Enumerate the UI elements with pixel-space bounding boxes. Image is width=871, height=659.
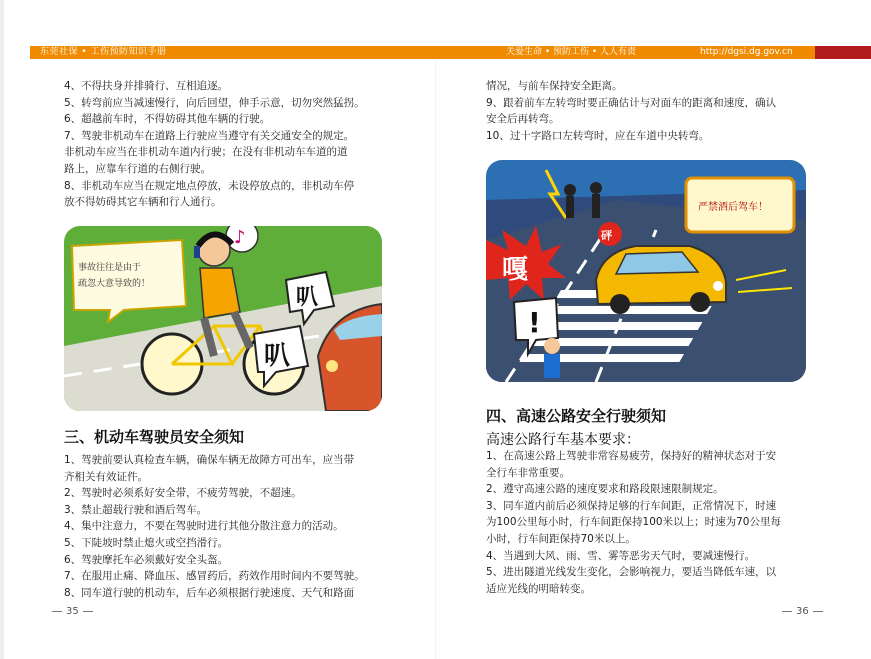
sign-text: 严禁酒后驾车！ (698, 202, 768, 213)
highway-rules-list (486, 448, 781, 597)
text-line: 10、过十字路口左转弯时，应在车道中央转弯。 (486, 129, 710, 142)
cyclist-illustration (64, 226, 382, 411)
list-item: 3、禁止超载行驶和酒后驾车。 (64, 503, 208, 516)
section-title-drivers: 三、机动车驾驶员安全须知 (64, 428, 245, 446)
list-item: 7、在服用止痛、降血压、感冒药后，药效作用时间内不要驾驶。 (64, 570, 365, 583)
list-item: 小时，行车间距保持70米以上。 (486, 532, 636, 545)
list-item: 8、同车道行驶的机动车，后车必须根据行驶速度、天气和路面 (64, 586, 355, 599)
text-line: 路上，应靠车行道的右侧行驶。 (64, 162, 211, 175)
safety-slogan: 关爱生命 • 预防工伤 • 人人有责 (506, 47, 637, 57)
text-line: 安全后再转弯。 (486, 113, 560, 126)
list-item: 4、当遇到大风、雨、雪、雾等恶劣天气时，要减速慢行。 (486, 549, 756, 562)
list-item: 1、驾驶前要认真检查车辆，确保车辆无故障方可出车，应当带 (64, 454, 355, 466)
header-end-block (815, 46, 871, 59)
list-item: 适应光线的明暗转变。 (486, 582, 591, 595)
headphones-icon (194, 246, 200, 258)
list-item: 3、同车道内前后必须保持足够的行车间距，正常情况下，时速 (486, 499, 777, 512)
svg-text:♪: ♪ (234, 227, 246, 248)
section-title-highway: 四、高速公路安全行驶须知 (486, 407, 667, 425)
highway-subtitle: 高速公路行车基本要求： (486, 432, 640, 448)
website-url[interactable]: http://dgsi.dg.gov.cn (700, 47, 793, 57)
svg-text:!: ! (528, 306, 541, 339)
text-line: 7、驾驶非机动车在道路上行驶应当遵守有关交通安全的规定。 (64, 129, 355, 142)
page-edge (0, 0, 4, 659)
svg-text:砰: 砰 (601, 229, 612, 242)
list-item: 5、进出隧道光线发生变化，会影响视力，要适当降低车速，以 (486, 566, 777, 579)
list-item: 2、驾驶时必须系好安全带，不疲劳驾驶，不超速。 (64, 487, 302, 500)
svg-text:嘎: 嘎 (502, 255, 529, 285)
page-divider (435, 59, 436, 659)
text-line: 情况，与前车保持安全距离。 (486, 80, 623, 92)
text-line: 4、不得扶身并排骑行、互相追逐。 (64, 80, 229, 92)
list-item: 4、集中注意力，不要在驾驶时进行其他分散注意力的活动。 (64, 520, 344, 533)
bump-burst (598, 222, 622, 246)
list-item: 全行车非常重要。 (486, 466, 570, 479)
text-line: 非机动车应当在非机动车道内行驶；在没有非机动车车道的道 (64, 146, 348, 159)
cyclist-scene (64, 226, 382, 411)
right-page-text (486, 78, 826, 144)
list-item: 5、下陡坡时禁止熄火或空挡滑行。 (64, 536, 229, 549)
list-item: 齐相关有效证件。 (64, 470, 148, 483)
text-line: 8、非机动车应当在规定地点停放，未设停放点的，非机动车停 (64, 179, 355, 192)
drunk-driving-illustration (486, 160, 806, 382)
speech-line-1: 事故往往是由于 (78, 263, 142, 273)
child-figure (544, 338, 560, 378)
traffic-scene (486, 160, 806, 382)
sign-board (686, 178, 794, 232)
page-number-right: 36 (778, 606, 827, 617)
page-number-left: 35 (48, 606, 97, 617)
svg-text:叭: 叭 (296, 285, 319, 310)
car-icon (596, 246, 726, 314)
manual-title: 东莞社保 • 工伤预防知识手册 (40, 47, 167, 57)
header-bar (30, 46, 871, 59)
driver-rules-list (64, 452, 365, 601)
svg-text:叭: 叭 (264, 341, 291, 371)
text-line: 5、转弯前应当减速慢行，向后回望，伸手示意，切勿突然猛拐。 (64, 96, 365, 109)
text-line: 放不得妨碍其它车辆和行人通行。 (64, 196, 222, 209)
list-item: 1、在高速公路上驾驶非常容易疲劳，保持好的精神状态对于安 (486, 450, 777, 462)
text-line: 6、超越前车时，不得妨碍其他车辆的行驶。 (64, 113, 271, 126)
list-item: 6、驾驶摩托车必须戴好安全头盔。 (64, 553, 229, 566)
list-item: 2、遵守高速公路的速度要求和路段限速限制规定。 (486, 483, 724, 496)
left-page-text (64, 78, 394, 211)
list-item: 为100公里每小时，行车间距保持100米以上；时速为70公里每 (486, 516, 781, 529)
speech-line-2: 疏忽大意导致的！ (78, 279, 151, 289)
text-line: 9、跟着前车左转弯时要正确估计与对面车的距离和速度，确认 (486, 96, 777, 109)
